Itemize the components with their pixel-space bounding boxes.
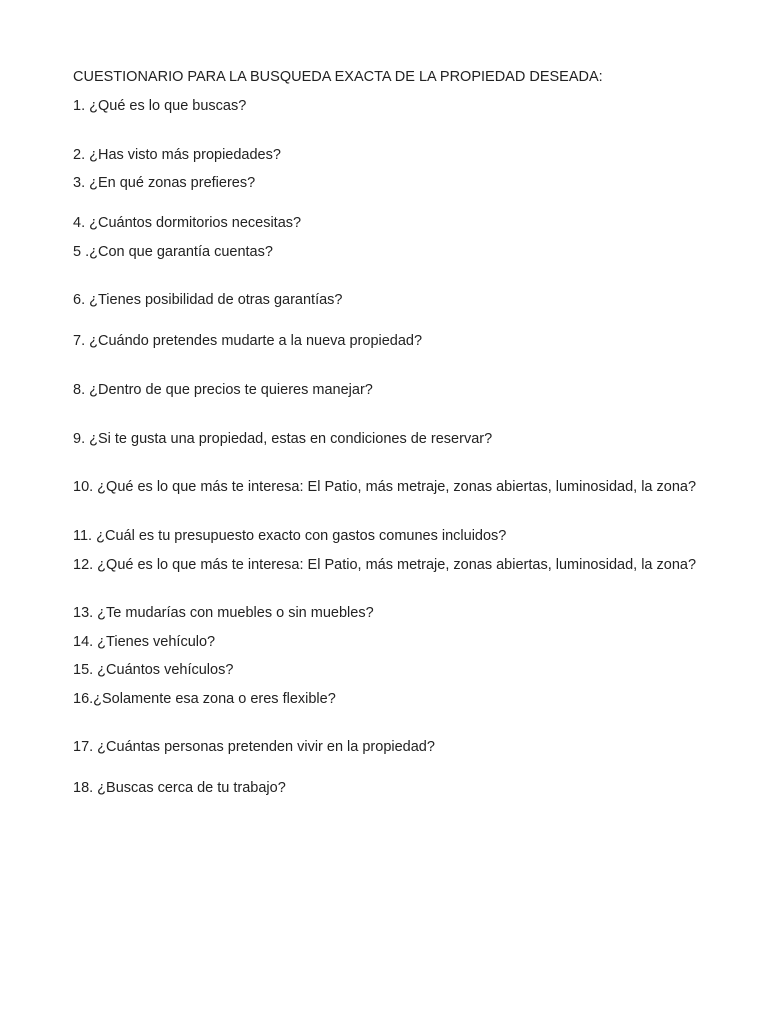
question-4: 4. ¿Cuántos dormitorios necesitas? — [73, 215, 302, 231]
question-2: 2. ¿Has visto más propiedades? — [73, 147, 281, 163]
question-3: 3. ¿En qué zonas prefieres? — [73, 175, 256, 191]
question-10: 10. ¿Qué es lo que más te interesa: El Patio, más metraje, zonas abiertas, luminosidad, la zona? — [73, 479, 697, 495]
question-7: 7. ¿Cuándo pretendes mudarte a la nueva propiedad? — [73, 333, 423, 349]
question-15: 15. ¿Cuántos vehículos? — [73, 662, 234, 678]
document-title: CUESTIONARIO PARA LA BUSQUEDA EXACTA DE LA PROPIEDAD DESEADA: — [73, 69, 603, 85]
question-12: 12. ¿Qué es lo que más te interesa: El Patio, más metraje, zonas abiertas, luminosidad, la zona? — [73, 557, 697, 573]
question-11: 11. ¿Cuál es tu presupuesto exacto con gastos comunes incluidos? — [73, 528, 507, 544]
question-8: 8. ¿Dentro de que precios te quieres manejar? — [73, 382, 373, 398]
question-16: 16.¿Solamente esa zona o eres flexible? — [73, 691, 336, 707]
question-1: 1. ¿Qué es lo que buscas? — [73, 98, 247, 114]
question-17: 17. ¿Cuántas personas pretenden vivir en la propiedad? — [73, 739, 435, 755]
question-18: 18. ¿Buscas cerca de tu trabajo? — [73, 780, 286, 796]
question-5: 5 .¿Con que garantía cuentas? — [73, 244, 273, 260]
question-13: 13. ¿Te mudarías con muebles o sin muebles? — [73, 605, 374, 621]
question-14: 14. ¿Tienes vehículo? — [73, 634, 216, 650]
question-6: 6. ¿Tienes posibilidad de otras garantías? — [73, 292, 343, 308]
question-9: 9. ¿Si te gusta una propiedad, estas en condiciones de reservar? — [73, 431, 493, 447]
